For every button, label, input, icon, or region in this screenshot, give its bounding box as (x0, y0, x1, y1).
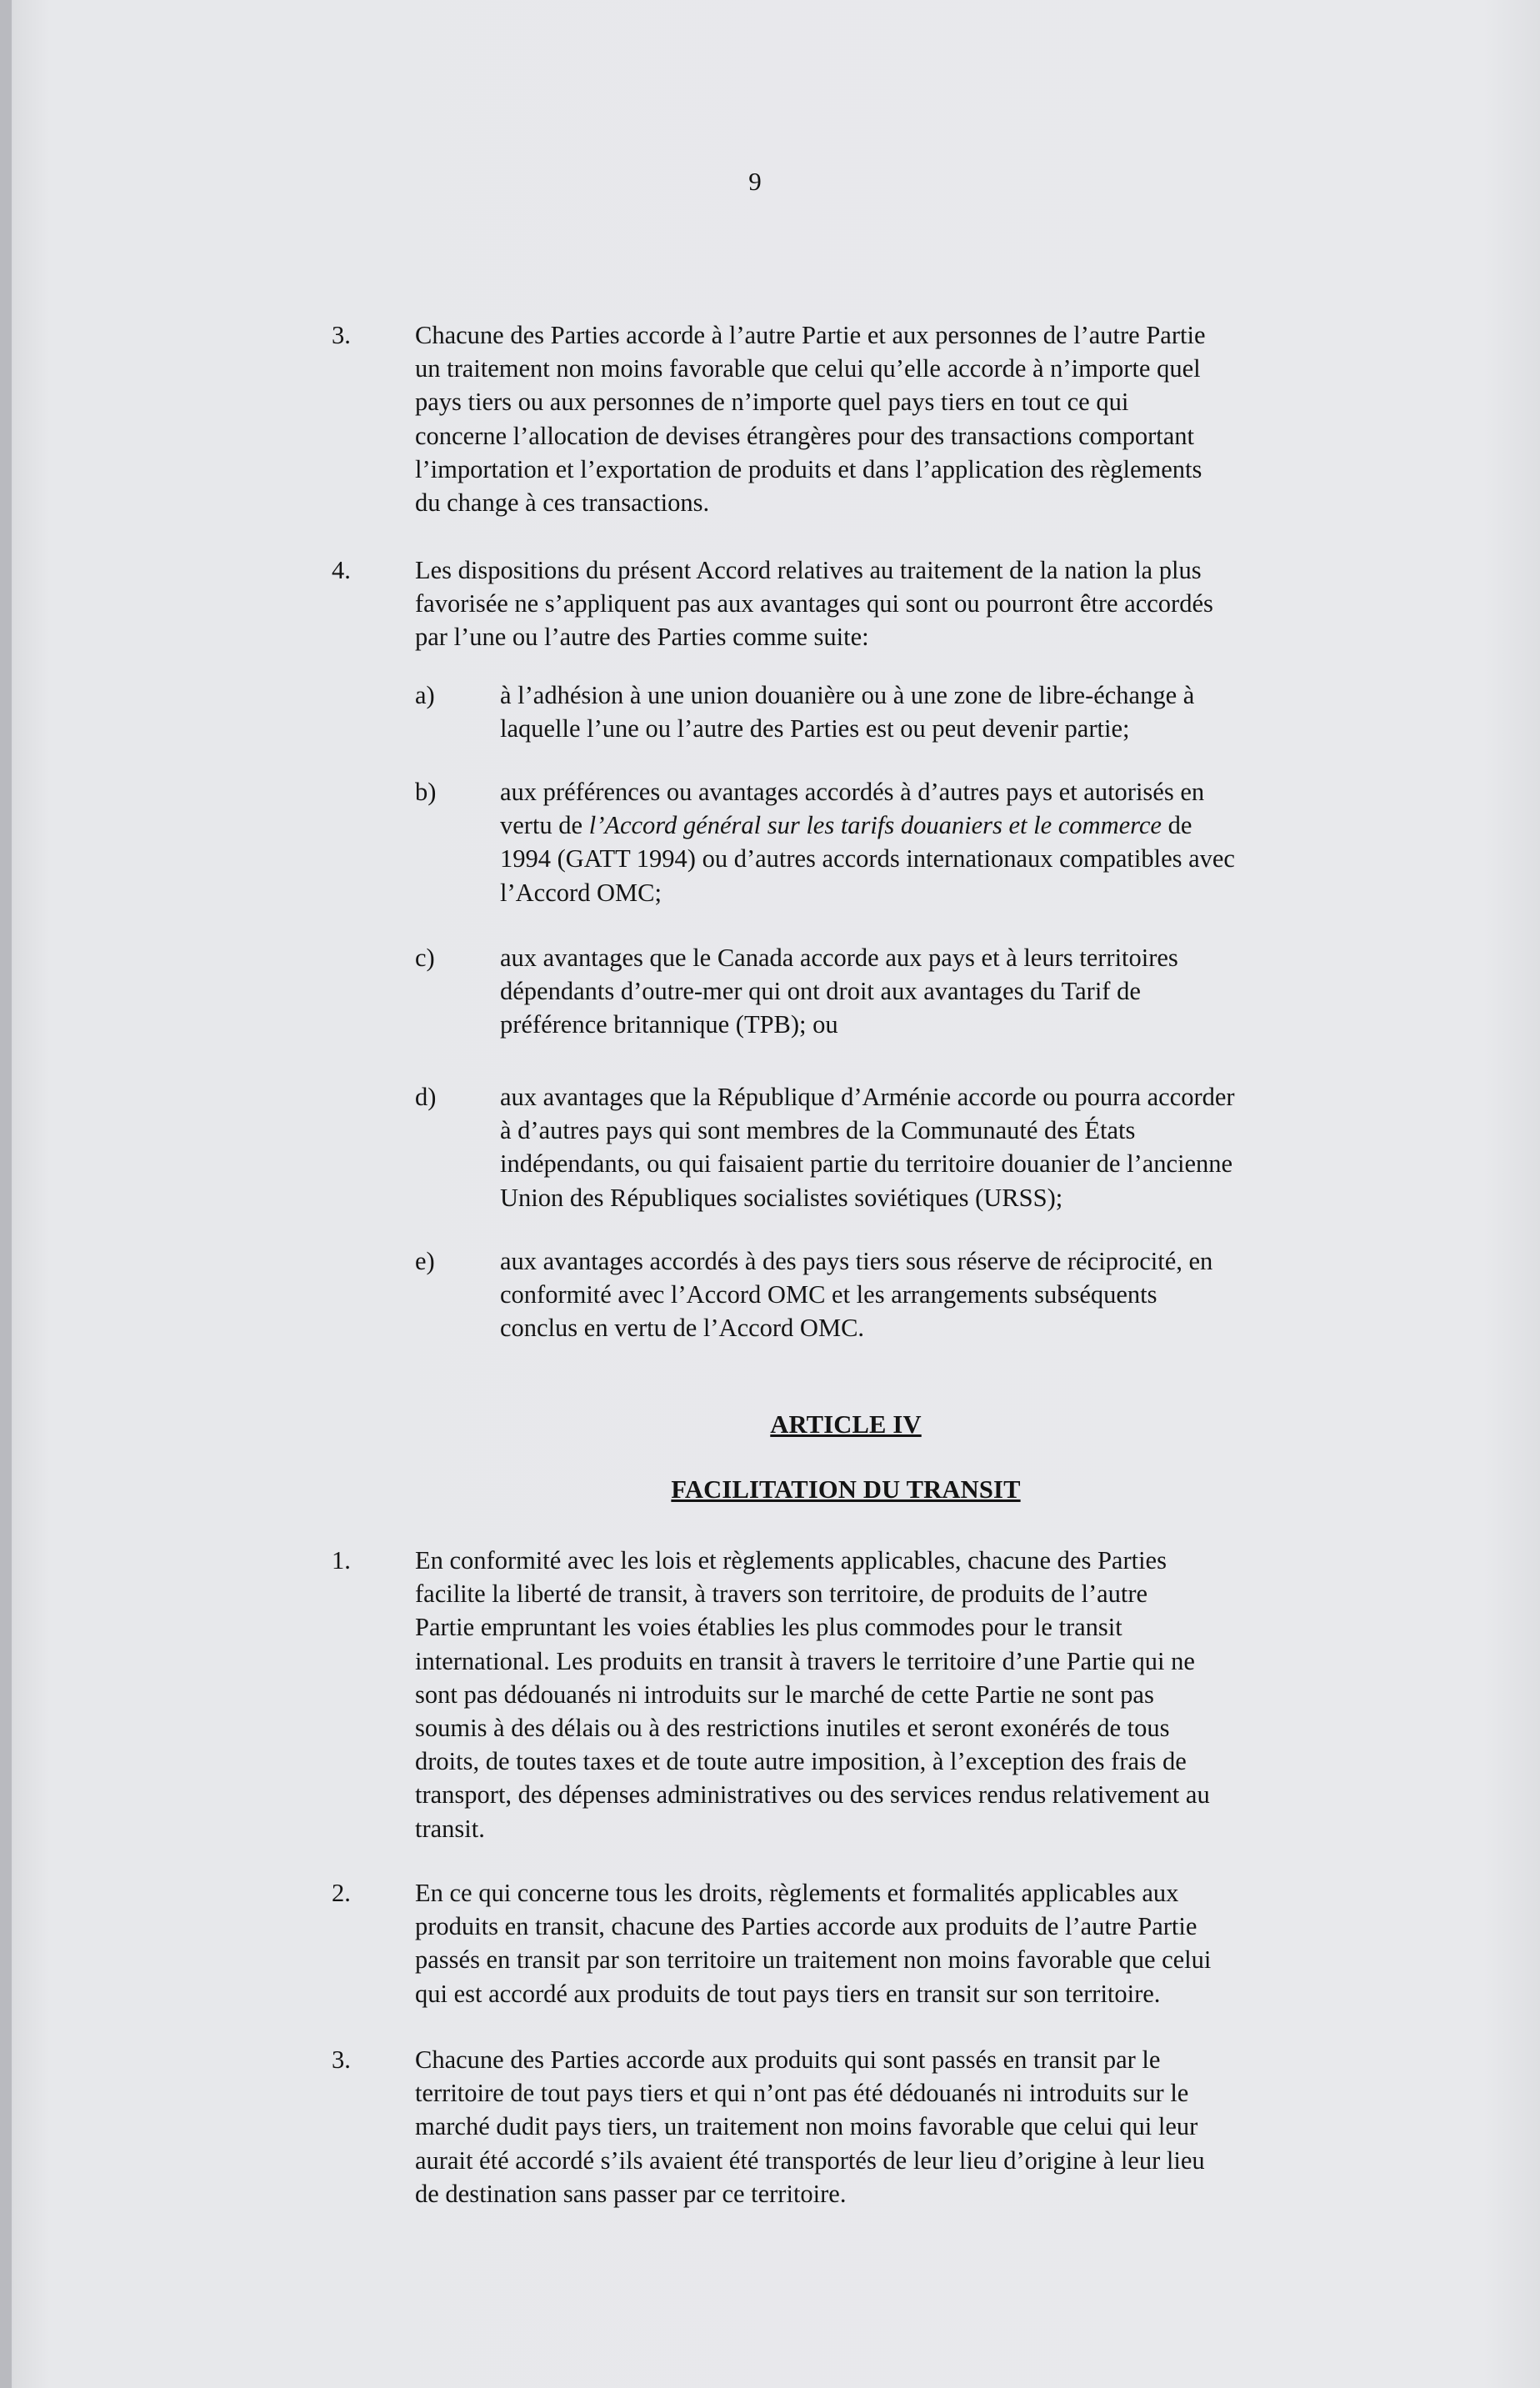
list-item-label: b) (415, 778, 437, 806)
text-line: à d’autres pays qui sont membres de la Communauté des États (500, 1116, 1136, 1145)
text-line (500, 809, 1235, 842)
text-line: En conformité avec les lois et règlements applicables, chacune des Parties (415, 1546, 1167, 1574)
text-line: Chacune des Parties accorde aux produits qui sont passés en transit par le (415, 2045, 1161, 2074)
article-title: FACILITATION DU TRANSIT (671, 1475, 1021, 1504)
list-item-label: e) (415, 1247, 435, 1275)
text-line: à l’adhésion à une union douanière ou à une zone de libre-échange à (500, 681, 1195, 709)
text-line: concerne l’allocation de devises étrangères pour des transactions comportant (415, 421, 1194, 450)
list-item-label: c) (415, 944, 435, 972)
text-line: dépendants d’outre-mer qui ont droit aux avantages du Tarif de (500, 977, 1141, 1006)
paragraph-number: 3. (332, 2045, 351, 2074)
text-line: Partie empruntant les voies établies les plus commodes pour le transit (415, 1613, 1122, 1642)
text-line: droits, de toutes taxes et de toute autre imposition, à l’exception des frais de (415, 1747, 1187, 1776)
text-line: aux avantages accordés à des pays tiers sous réserve de réciprocité, en (500, 1247, 1213, 1275)
list-item-label: d) (415, 1083, 437, 1111)
text-fragment: de (1161, 811, 1192, 840)
text-line: préférence britannique (TPB); ou (500, 1010, 838, 1039)
text-line: pays tiers ou aux personnes de n’importe quel pays tiers en tout ce qui (415, 388, 1129, 417)
paragraph-number: 2. (332, 1879, 351, 1907)
text-line: soumis à des délais ou à des restrictions inutiles et seront exonérés de tous (415, 1714, 1170, 1743)
text-line: En ce qui concerne tous les droits, règlements et formalités applicables aux (415, 1879, 1179, 1907)
article-heading: ARTICLE IV (770, 1410, 922, 1439)
text-line: du change à ces transactions. (415, 488, 710, 518)
text-line: l’importation et l’exportation de produits et dans l’application des règlements (415, 454, 1202, 483)
page-spine-shadow (0, 0, 12, 2388)
paragraph-art4-2 (415, 1876, 1211, 2010)
text-line: aurait été accordé s’ils avaient été transportés de leur lieu d’origine à leur lieu (415, 2145, 1205, 2175)
text-line: Union des Républiques socialistes soviétiques (URSS); (500, 1183, 1063, 1212)
text-line: marché dudit pays tiers, un traitement non moins favorable que celui qui leur (415, 2112, 1198, 2141)
text-line: territoire de tout pays tiers et qui n’ont pas été dédouanés ni introduits sur le (415, 2079, 1189, 2108)
text-line: Les dispositions du présent Accord relatives au traitement de la nation la plus (415, 556, 1202, 584)
text-line: conformité avec l’Accord OMC et les arrangements subséquents (500, 1280, 1158, 1309)
paragraph-art3-3 (415, 318, 1205, 519)
paragraph-number: 3. (332, 321, 351, 349)
text-line: facilite la liberté de transit, à travers son territoire, de produits de l’autre (415, 1579, 1148, 1609)
list-item-b (500, 775, 1235, 909)
agreement-title-italic: l’Accord général sur les tarifs douaniers et le commerce (588, 811, 1162, 840)
text-line: international. Les produits en transit à travers le territoire d’une Partie qui ne (415, 1646, 1195, 1675)
text-line: aux avantages que la République d’Arménie accorde ou pourra accorder (500, 1083, 1235, 1111)
paragraph-art3-4 (415, 553, 1213, 654)
text-line: laquelle l’une ou l’autre des Parties est ou peut devenir partie; (500, 714, 1130, 743)
list-item-d (500, 1080, 1235, 1214)
text-line: aux avantages que le Canada accorde aux pays et à leurs territoires (500, 944, 1178, 972)
text-line: de destination sans passer par ce territoire. (415, 2179, 847, 2208)
text-line: sont pas dédouanés ni introduits sur le marché de cette Partie ne sont pas (415, 1680, 1154, 1709)
list-item-c (500, 941, 1178, 1042)
text-line: l’Accord OMC; (500, 878, 662, 907)
text-line: transport, des dépenses administratives ou des services rendus relativement au (415, 1780, 1210, 1810)
text-line: passés en transit par son territoire un traitement non moins favorable que celui (415, 1945, 1212, 1975)
text-line: produits en transit, chacune des Parties accorde aux produits de l’autre Partie (415, 1912, 1198, 1941)
text-line: aux préférences ou avantages accordés à d’autres pays et autorisés en (500, 778, 1205, 806)
text-line: 1994 (GATT 1994) ou d’autres accords internationaux compatibles avec (500, 844, 1235, 874)
list-item-a (500, 678, 1194, 745)
paragraph-number: 4. (332, 556, 351, 584)
list-item-label: a) (415, 681, 435, 709)
list-item-e (500, 1244, 1212, 1345)
text-line: indépendants, ou qui faisaient partie du territoire douanier de l’ancienne (500, 1149, 1233, 1179)
paragraph-art4-1 (415, 1544, 1210, 1845)
text-line: Chacune des Parties accorde à l’autre Partie et aux personnes de l’autre Partie (415, 321, 1206, 349)
paragraph-number: 1. (332, 1546, 351, 1574)
text-line: par l’une ou l’autre des Parties comme suite: (415, 623, 869, 652)
text-line: qui est accordé aux produits de tout pays tiers en transit sur son territoire. (415, 1979, 1161, 2008)
page-number: 9 (748, 167, 762, 196)
text-line: un traitement non moins favorable que celui qu’elle accorde à n’importe quel (415, 354, 1201, 383)
text-line: favorisée ne s’appliquent pas aux avantages qui sont ou pourront être accordés (415, 589, 1213, 618)
text-line: transit. (415, 1814, 485, 1843)
text-fragment: vertu de (500, 811, 589, 840)
text-line: conclus en vertu de l’Accord OMC. (500, 1314, 865, 1343)
paragraph-art4-3 (415, 2043, 1205, 2210)
